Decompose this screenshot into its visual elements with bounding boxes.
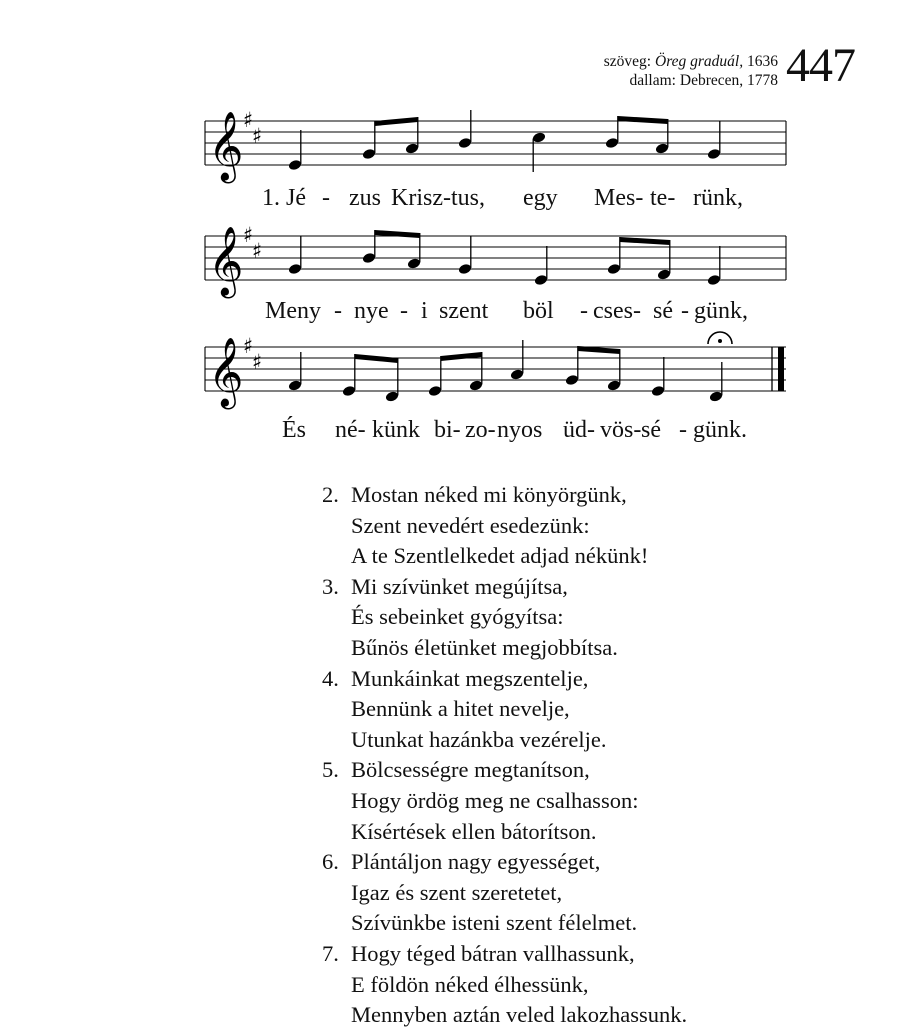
verse-number: 7. xyxy=(322,940,339,966)
syllable: né- xyxy=(335,417,366,443)
verse-line: Hogy ördög meg ne csalhasson: xyxy=(351,787,639,813)
note xyxy=(428,356,443,397)
sharp-f-icon: ♯ xyxy=(243,108,254,132)
verse-line: Kísértések ellen bátorítson. xyxy=(351,818,597,844)
verse-4 xyxy=(322,664,687,756)
note xyxy=(709,362,724,403)
syllable: - xyxy=(679,417,687,443)
fermata-icon xyxy=(708,332,732,344)
syllable: 1. Jé xyxy=(262,185,306,211)
note xyxy=(407,233,422,270)
verse-number: 3. xyxy=(322,573,339,599)
verse-line: Plántáljon nagy egyességet, xyxy=(351,849,601,875)
beam xyxy=(441,352,482,361)
verse-2 xyxy=(322,480,687,572)
note xyxy=(607,349,622,392)
beam xyxy=(618,116,668,124)
verse-line: E földön néked élhessünk, xyxy=(351,971,589,997)
beam xyxy=(355,354,398,363)
syllable: - xyxy=(580,298,588,324)
syllable: vös- xyxy=(600,417,642,443)
verse-3 xyxy=(322,572,687,664)
syllable: rünk, xyxy=(693,185,743,211)
note xyxy=(565,346,580,386)
sharp-c-icon: ♯ xyxy=(252,239,263,263)
syllable: sé xyxy=(653,298,673,324)
treble-clef-icon: 𝄞 xyxy=(208,111,244,181)
syllable: szent xyxy=(439,298,489,324)
note xyxy=(657,240,672,281)
syllable: künk xyxy=(372,417,420,443)
note xyxy=(532,131,547,172)
note xyxy=(288,236,303,275)
syllable: tus, xyxy=(451,185,486,211)
staff-lines xyxy=(205,121,786,165)
hymn-number: 447 xyxy=(786,39,855,92)
verse-line: Igaz és szent szeretetet, xyxy=(351,879,563,905)
note xyxy=(510,340,525,381)
verse-line: A te Szentlelkedet adjad nékünk! xyxy=(351,543,649,569)
verse-line: És sebeinket gyógyítsa: xyxy=(351,604,564,630)
verse-7 xyxy=(322,939,687,1031)
verse-line: Utunkat hazánkba vezérelje. xyxy=(351,726,607,752)
syllable: Meny xyxy=(265,298,321,324)
staff-system-2 xyxy=(0,218,921,308)
syllable: - xyxy=(322,185,330,211)
verse-number: 2. xyxy=(322,482,339,507)
melody-credit: dallam: Debrecen, 1778 xyxy=(629,72,778,89)
verse-line: Mostan néked mi könyörgünk, xyxy=(351,482,627,507)
note xyxy=(707,246,722,286)
syllable: - xyxy=(400,298,408,324)
verses xyxy=(322,480,687,1031)
staff-system-3 xyxy=(0,325,921,420)
syllable: i xyxy=(421,298,428,324)
staff-system-1 xyxy=(0,100,921,190)
beam xyxy=(375,117,418,126)
syllable: nyos xyxy=(497,417,543,443)
note xyxy=(362,121,377,160)
verse-line: Bűnös életünket megjobbítsa. xyxy=(351,634,618,660)
beam xyxy=(375,230,420,238)
syllable: Krisz- xyxy=(391,185,451,211)
sharp-c-icon: ♯ xyxy=(252,350,263,374)
syllable: böl xyxy=(523,298,554,324)
treble-clef-icon: 𝄞 xyxy=(208,226,244,296)
verse-line: Mennyben aztán veled lakozhassunk. xyxy=(351,1002,688,1028)
verse-line: Munkáinkat megszentelje, xyxy=(351,665,589,691)
syllable: Mes- xyxy=(594,185,644,211)
note xyxy=(458,110,473,149)
verse-number: 4. xyxy=(322,665,339,691)
verse-line: Szívünkbe isteni szent félelmet. xyxy=(351,910,638,936)
note xyxy=(651,357,666,397)
source-credits xyxy=(604,52,778,90)
note xyxy=(707,121,722,160)
syllable: sé xyxy=(641,417,661,443)
verse-line: Bölcsességre megtanítson, xyxy=(351,757,590,783)
note xyxy=(534,246,549,286)
beam xyxy=(620,237,670,245)
note xyxy=(655,119,670,155)
final-barline xyxy=(778,347,784,391)
sharp-f-icon: ♯ xyxy=(243,334,254,358)
treble-clef-icon: 𝄞 xyxy=(208,337,244,407)
syllable: - xyxy=(334,298,342,324)
verse-number: 6. xyxy=(322,849,339,875)
verse-6 xyxy=(322,847,687,939)
verse-number: 5. xyxy=(322,757,339,783)
syllable: zo- xyxy=(465,417,496,443)
note xyxy=(342,354,357,397)
syllable: - xyxy=(681,298,689,324)
syllable: günk, xyxy=(694,298,748,324)
text-credit: szöveg: Öreg graduál, 1636 xyxy=(603,53,778,70)
syllable: zus xyxy=(349,185,381,211)
note xyxy=(607,237,622,275)
syllable: günk. xyxy=(693,417,747,443)
syllable: egy xyxy=(523,185,558,211)
syllable: bi- xyxy=(434,417,461,443)
verse-line: Bennünk a hitet nevelje, xyxy=(351,696,570,722)
syllable: üd- xyxy=(563,417,595,443)
syllable: cses- xyxy=(593,298,641,324)
syllable: nye xyxy=(354,298,389,324)
verse-5 xyxy=(322,755,687,847)
verse-line: Hogy téged bátran vallhassunk, xyxy=(351,940,635,966)
verse-line: Szent nevedért esedezünk: xyxy=(351,512,590,538)
note xyxy=(288,130,303,171)
sharp-c-icon: ♯ xyxy=(252,124,263,148)
syllable: És xyxy=(282,417,306,443)
sharp-f-icon: ♯ xyxy=(243,223,254,247)
syllable: te- xyxy=(650,185,676,211)
verse-line: Mi szívünket megújítsa, xyxy=(351,573,568,599)
note xyxy=(458,236,473,275)
